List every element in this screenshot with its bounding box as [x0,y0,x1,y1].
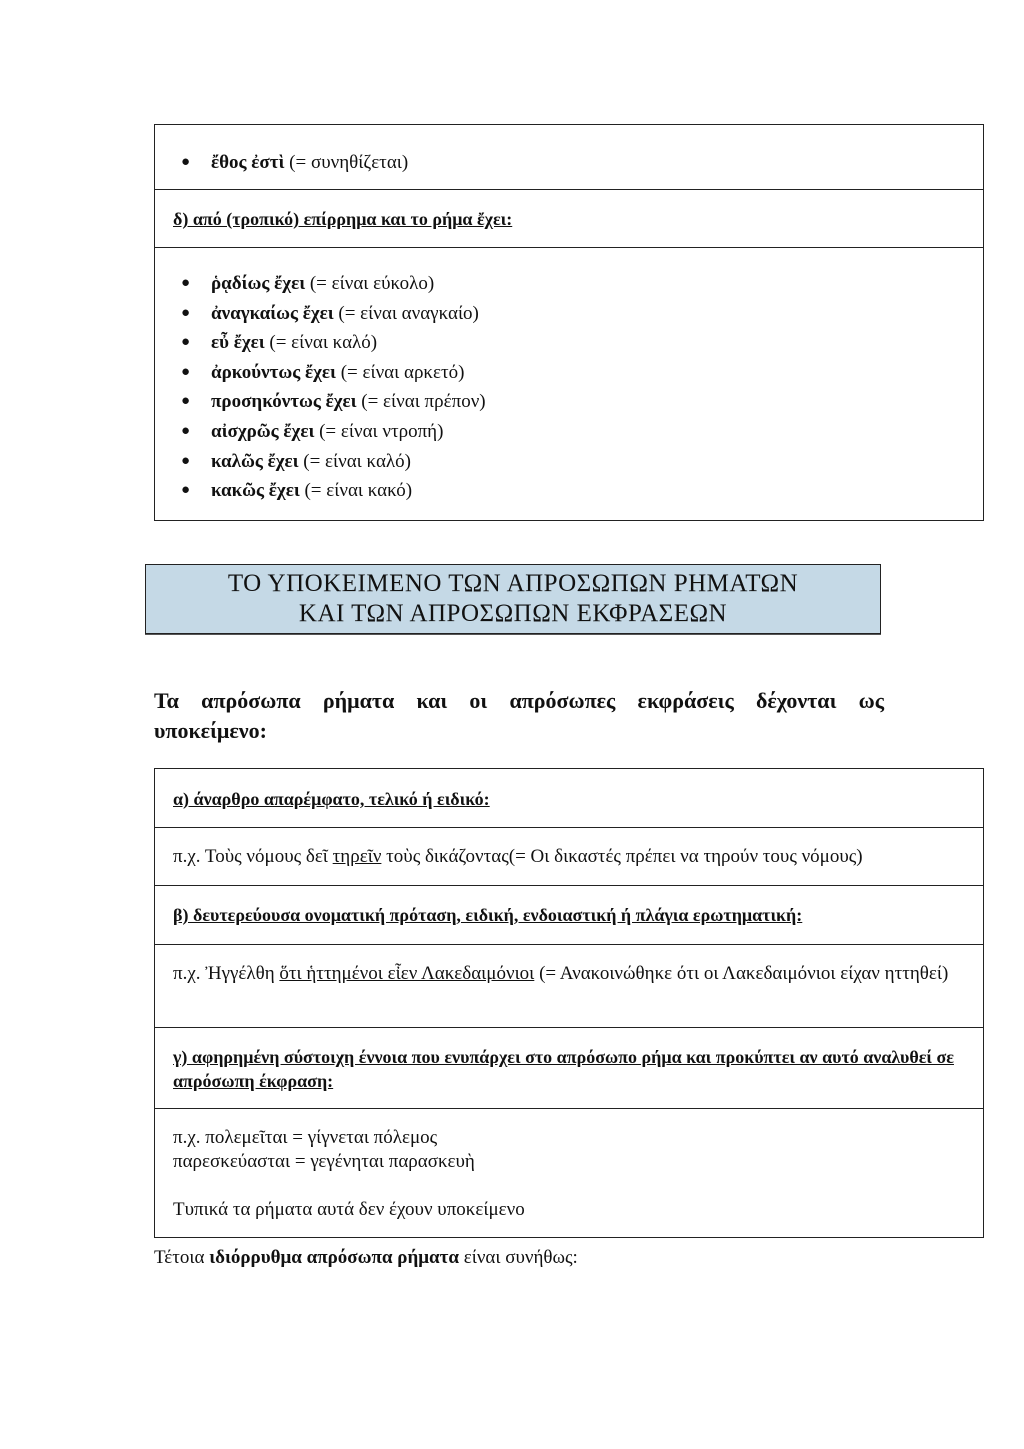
list-item: ● ἀναγκαίως ἔχει (= είναι αναγκαίο) [181,302,479,324]
section-d-heading: δ) από (τροπικό) επίρρημα και το ρήμα ἔχει: [155,190,983,248]
list-item: ● εὖ ἔχει (= είναι καλό) [181,332,378,354]
section-a-example: π.χ. Τοὺς νόμους δεῖ τηρεῖν τοὺς δικάζοντας(= Οι δικαστές πρέπει να τηρούν τους νόμους) [155,828,983,886]
section-c-heading: γ) αφηρημένη σύστοιχη έννοια που ενυπάρχει στο απρόσωπο ρήμα και προκύπτει αν αυτό αναλυθεί σε απρόσωπη έκφραση: [155,1028,983,1109]
banner-line-1: ΤΟ ΥΠΟΚΕΙΜΕΝΟ ΤΩΝ ΑΠΡΟΣΩΠΩΝ ΡΗΜΑΤΩΝ [227,570,799,597]
banner-line-2: ΚΑΙ ΤΩΝ ΑΠΡΟΣΩΠΩΝ ΕΚΦΡΑΣΕΩΝ [298,600,728,627]
list-item: ● ῥᾳδίως ἔχει (= είναι εύκολο) [181,273,435,294]
example-line: π.χ. πολεμεῖται = γίγνεται πόλεμος [173,1127,438,1148]
intro-paragraph: Τα απρόσωπα ρήματα και οι απρόσωπες εκφράσεις δέχονται ως υποκείμενο: [154,688,884,743]
note-line: Τυπικά τα ρήματα αυτά δεν έχουν υποκείμενο [173,1199,525,1220]
list-item: ● αἰσχρῶς ἔχει (= είναι ντροπή) [181,420,444,442]
section-c-example [155,1109,983,1237]
subject-types-box [154,768,984,1238]
verb-expressions-box [154,124,984,521]
section-b-heading: β) δευτερεύουσα ονοματική πρόταση, ειδική, ενδοιαστική ή πλάγια ερωτηματική: [155,886,983,945]
list-item: ● ἀρκούντως ἔχει (= είναι αρκετό) [181,361,465,383]
section-banner [145,564,881,634]
list-item: ● κακῶς ἔχει (= είναι κακό) [181,480,413,502]
list-item: ● προσηκόντως ἔχει (= είναι πρέπον) [181,391,486,413]
final-sentence: Τέτοια ιδιόρρυθμα απρόσωπα ρήματα είναι συνήθως: [154,1247,578,1268]
section-a-heading: α) άναρθρο απαρέμφατο, τελικό ή ειδικό: [155,769,983,828]
section-d-list [155,248,983,520]
list-item: ● καλῶς ἔχει (= είναι καλό) [181,450,411,472]
ethos-row [155,125,983,190]
list-item: ● ἔθος ἐστὶ (= συνηθίζεται) [181,152,409,173]
section-b-example: π.χ. Ἠγγέλθη ὅτι ἡττημένοι εἶεν Λακεδαιμόνιοι (= Ανακοινώθηκε ότι οι Λακεδαιμόνιοι είχαν ηττηθεί) [155,945,983,1028]
example-line: παρεσκεύασται = γεγένηται παρασκευὴ [173,1151,475,1172]
